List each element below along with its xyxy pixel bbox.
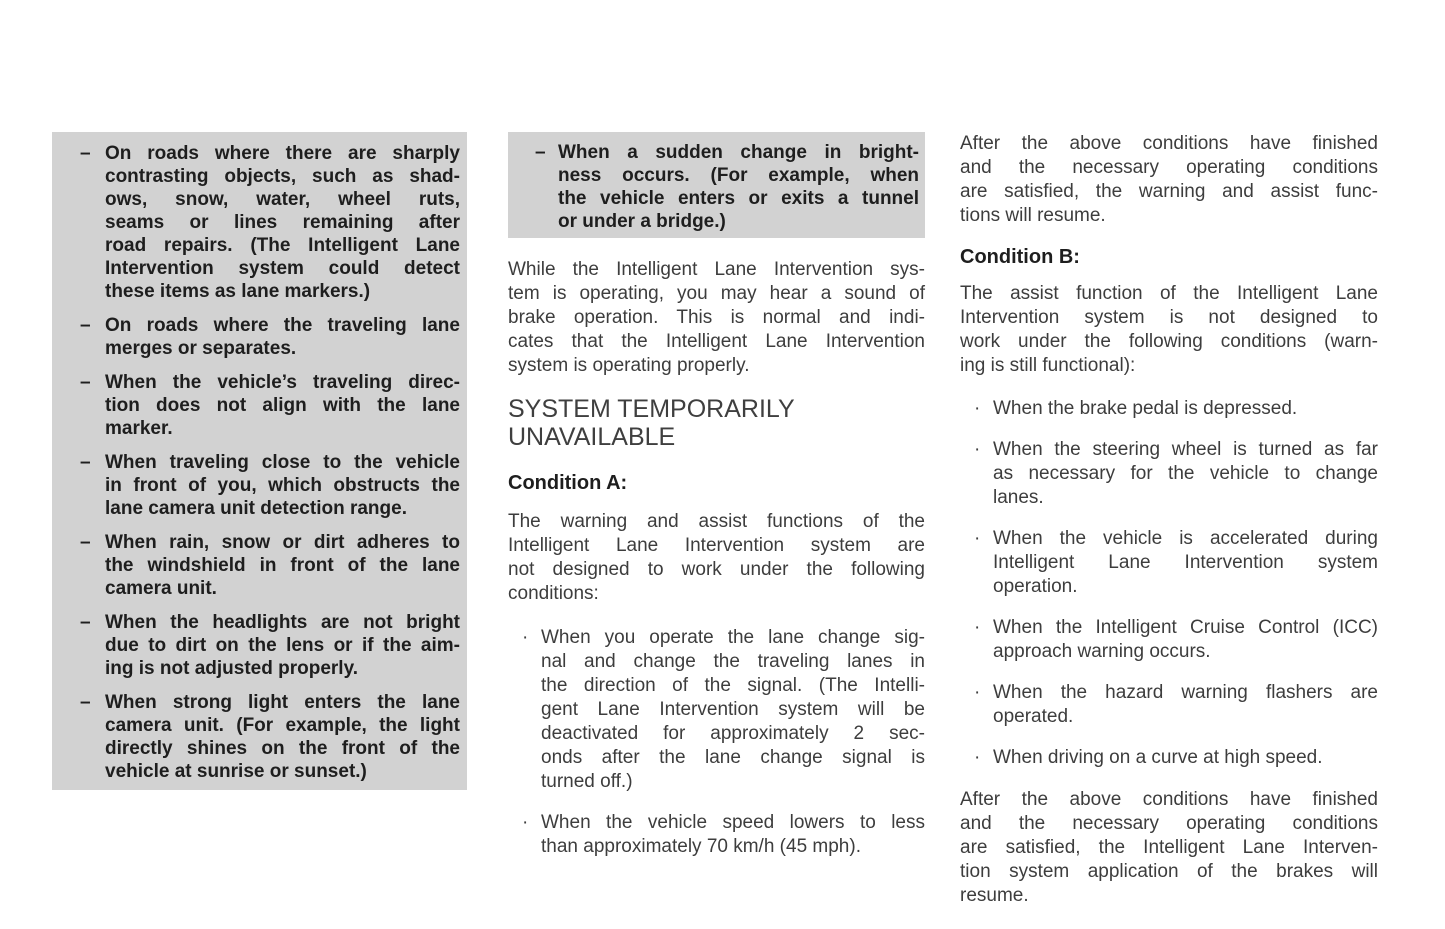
- right-column: [960, 132, 1378, 908]
- bullet-item: [974, 746, 1378, 770]
- bullet-item: [974, 397, 1378, 421]
- middle-highlight-box: [508, 132, 925, 238]
- list-item: [80, 142, 460, 303]
- bullet-text: When you operate the lane change sig- nal and change the traveling lanes in the direction of the signal. (The Intelli- gent Lane Intervention system will be deactivated for approximately 2 sec- onds after the lane change signal is turned off.): [541, 626, 925, 792]
- dot-bullet-icon: ·: [522, 626, 529, 648]
- list-item: [80, 314, 460, 360]
- list-item: [80, 371, 460, 440]
- list-item-text: When the headlights are not bright due to dirt on the lens or if the aim- ing is not adjusted properly.: [105, 612, 460, 679]
- bullet-list: [960, 397, 1378, 770]
- bullet-item: [522, 811, 925, 859]
- list-item-text: When the vehicle’s traveling direc- tion does not align with the lane marker.: [105, 372, 460, 439]
- list-item-text: When a sudden change in bright- ness occurs. (For example, when the vehicle enters or exits a tunnel or under a bridge.): [558, 142, 919, 232]
- dot-bullet-icon: ·: [974, 747, 981, 768]
- dash-bullet-icon: –: [80, 452, 91, 473]
- list-item-text: When traveling close to the vehicle in front of you, which obstructs the lane camera unit detection range.: [105, 452, 460, 519]
- bullet-text: When the hazard warning flashers are operated.: [993, 682, 1378, 727]
- paragraph: After the above conditions have finished and the necessary operating conditions are satisfied, the warning and assist func- tions will resume.: [960, 133, 1378, 226]
- left-highlight-box: [52, 132, 467, 790]
- bullet-item: [974, 438, 1378, 510]
- dash-bullet-icon: –: [80, 143, 91, 164]
- paragraph: After the above conditions have finished and the necessary operating conditions are satisfied, the Intelligent Lane Interven- tion system application of the brakes will resume.: [960, 789, 1378, 906]
- bullet-item: [522, 626, 925, 794]
- list-item: [80, 611, 460, 680]
- paragraph: The assist function of the Intelligent Lane Intervention system is not designed to work under the following conditions (warn- ing is still functional):: [960, 283, 1378, 376]
- list-item-text: On roads where the traveling lane merges or separates.: [105, 315, 460, 359]
- condition-b-label: Condition B:: [960, 246, 1080, 268]
- dot-bullet-icon: ·: [974, 617, 981, 638]
- left-column: [52, 132, 467, 790]
- dash-bullet-icon: –: [80, 532, 91, 553]
- dash-bullet-icon: –: [80, 612, 91, 633]
- dot-bullet-icon: ·: [522, 811, 529, 833]
- list-item: [80, 531, 460, 600]
- dot-bullet-icon: ·: [974, 439, 981, 460]
- bullet-text: When driving on a curve at high speed.: [993, 747, 1323, 768]
- paragraph: While the Intelligent Lane Intervention sys- tem is operating, you may hear a sound of brake operation. This is normal and indi- cates that the Intelligent Lane Intervention system is operating properly.: [508, 259, 925, 376]
- list-item-text: When rain, snow or dirt adheres to the windshield in front of the lane camera unit.: [105, 532, 460, 599]
- dot-bullet-icon: ·: [974, 682, 981, 703]
- bullet-text: When the brake pedal is depressed.: [993, 398, 1298, 419]
- dash-bullet-icon: –: [80, 372, 91, 393]
- middle-column: [508, 132, 925, 859]
- paragraph: The warning and assist functions of the Intelligent Lane Intervention system are not designed to work under the following conditions:: [508, 510, 925, 604]
- bullet-list: [508, 626, 925, 859]
- bullet-item: [974, 527, 1378, 599]
- bullet-text: When the Intelligent Cruise Control (ICC) approach warning occurs.: [993, 617, 1378, 662]
- bullet-text: When the vehicle speed lowers to less than approximately 70 km/h (45 mph).: [541, 811, 925, 857]
- bullet-text: When the vehicle is accelerated during Intelligent Lane Intervention system operation.: [993, 528, 1378, 597]
- list-item-text: On roads where there are sharply contrasting objects, such as shad- ows, snow, water, wheel ruts, seams or lines remaining after road repairs. (The Intelligent Lane Intervention system could detect these items as lane markers.): [105, 143, 460, 302]
- list-item: [80, 451, 460, 520]
- dot-bullet-icon: ·: [974, 398, 981, 419]
- dot-bullet-icon: ·: [974, 528, 981, 549]
- list-item: [80, 691, 460, 783]
- section-heading: SYSTEM TEMPORARILY UNAVAILABLE: [508, 395, 795, 451]
- dash-bullet-icon: –: [80, 315, 91, 336]
- dash-bullet-icon: –: [80, 692, 91, 713]
- dash-bullet-icon: –: [535, 142, 546, 163]
- bullet-text: When the steering wheel is turned as far as necessary for the vehicle to change lanes.: [993, 439, 1378, 508]
- bullet-item: [974, 681, 1378, 729]
- list-item: [535, 141, 919, 233]
- bullet-item: [974, 616, 1378, 664]
- condition-a-label: Condition A:: [508, 471, 628, 494]
- list-item-text: When strong light enters the lane camera unit. (For example, the light directly shines on the front of the vehicle at sunrise or sunset.): [105, 692, 460, 782]
